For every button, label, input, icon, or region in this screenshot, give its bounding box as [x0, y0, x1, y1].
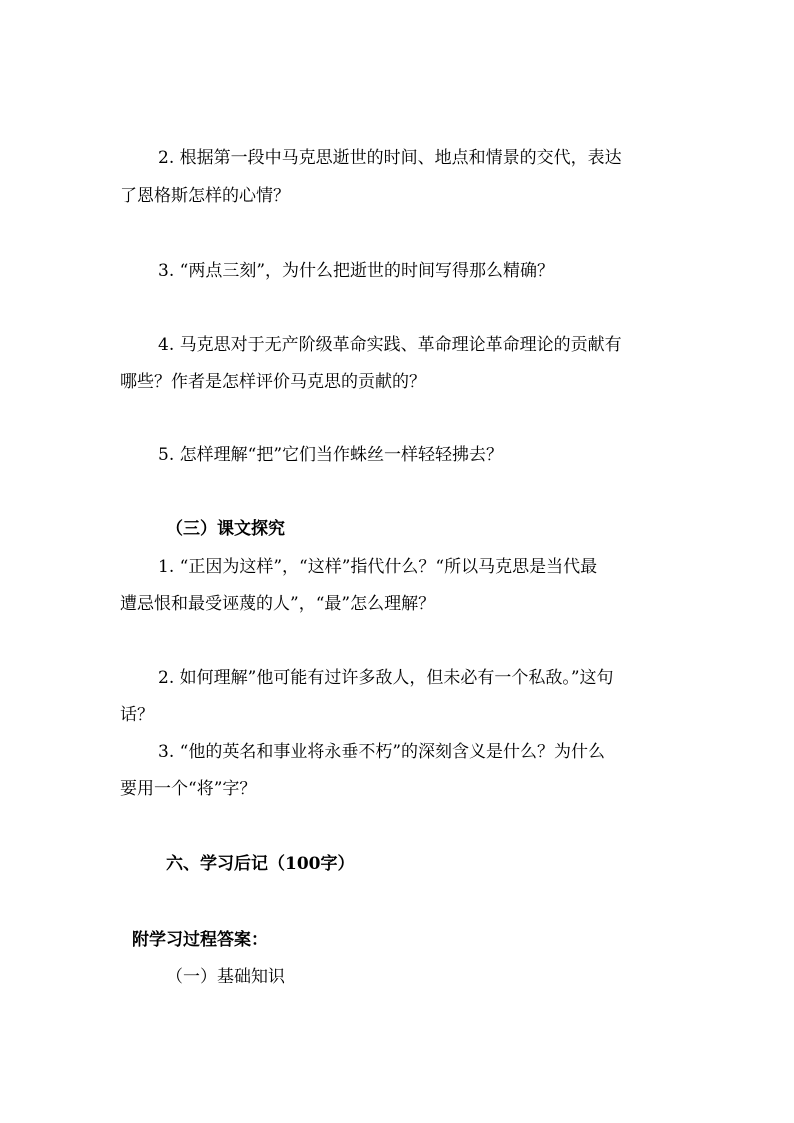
inquiry-item-2-line-1: 2. 如何理解”他可能有过许多敌人，但未必有一个私敌。”这句	[158, 668, 614, 688]
inquiry-item-3-line-1: 3. “他的英名和事业将永垂不朽”的深刻含义是什么？为什么	[158, 742, 606, 762]
question-5-line-1: 5. 怎样理解“把”它们当作蛛丝一样轻轻拂去？	[158, 445, 504, 465]
section-heading-lesson-inquiry: （三）课文探究	[166, 519, 285, 539]
question-4-line-2: 哪些？作者是怎样评价马克思的贡献的？	[120, 372, 426, 392]
appendix-subheading-basic-knowledge: （一）基础知识	[166, 967, 285, 987]
inquiry-item-1-line-2: 遭忌恨和最受诬蔑的人”，“最”怎么理解？	[120, 594, 436, 614]
inquiry-item-2-line-2: 话？	[120, 705, 154, 725]
question-2-line-2: 了恩格斯怎样的心情？	[120, 186, 290, 206]
appendix-heading: 附学习过程答案：	[132, 930, 268, 950]
question-3-line-1: 3. “两点三刻”，为什么把逝世的时间写得那么精确？	[158, 261, 555, 281]
question-2-line-1: 2. 根据第一段中马克思逝世的时间、地点和情景的交代，表达	[158, 148, 622, 168]
question-4-line-1: 4. 马克思对于无产阶级革命实践、革命理论革命理论的贡献有	[158, 335, 622, 355]
inquiry-item-3-line-2: 要用一个“将”字？	[120, 779, 257, 799]
inquiry-item-1-line-1: 1. “正因为这样”，“这样”指代什么？“所以马克思是当代最	[158, 557, 598, 577]
section-heading-study-notes: 六、学习后记（100字）	[166, 854, 355, 874]
